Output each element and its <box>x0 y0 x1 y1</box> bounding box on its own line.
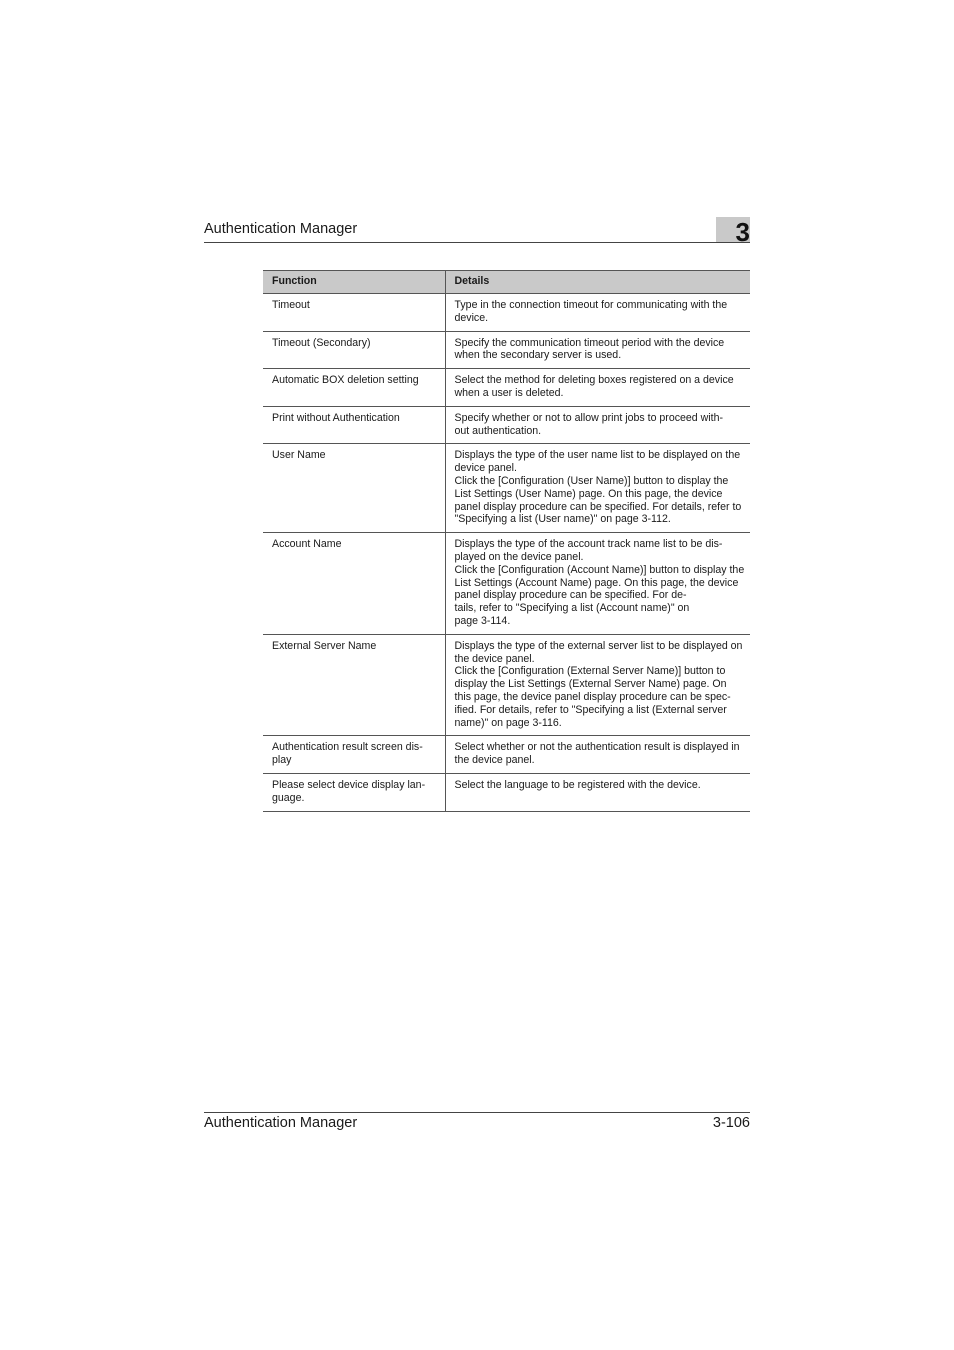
table-row <box>263 634 750 736</box>
chapter-tab <box>716 217 750 247</box>
table-row <box>263 533 750 635</box>
function-cell: Automatic BOX deletion setting <box>263 369 445 407</box>
table-row <box>263 294 750 332</box>
column-header-function: Function <box>263 271 445 294</box>
function-cell: Please select device display lan- guage. <box>263 773 445 811</box>
details-cell: Displays the type of the account track name list to be dis- played on the device panel. Click the [Configuration (Account Name)] button to display the List Settings (Account Name) page. On this page, the device panel display procedure can be specified. For de- tails, refer to "Specifying a list (Account name)" on page 3-114. <box>445 533 750 635</box>
footer-title: Authentication Manager <box>204 1115 358 1131</box>
details-cell: Select the method for deleting boxes registered on a device when a user is deleted. <box>445 369 750 407</box>
header-title: Authentication Manager <box>204 221 358 237</box>
function-details-table <box>263 270 750 812</box>
details-cell: Displays the type of the user name list to be displayed on the device panel. Click the [Configuration (User Name)] button to display the List Settings (User Name) page. On this page, the device panel display procedure can be specified. For details, refer to "Specifying a list (User name)" on page 3-112. <box>445 444 750 533</box>
table-row <box>263 331 750 369</box>
function-cell: Authentication result screen dis- play <box>263 736 445 774</box>
chapter-number: 3 <box>735 217 750 247</box>
function-cell: Timeout (Secondary) <box>263 331 445 369</box>
table-row <box>263 444 750 533</box>
details-cell: Specify the communication timeout period with the device when the secondary server is used. <box>445 331 750 369</box>
page-number: 3-106 <box>712 1115 750 1131</box>
header-divider <box>204 242 750 243</box>
details-cell: Select the language to be registered with the device. <box>445 773 750 811</box>
table-header-row <box>263 271 750 294</box>
details-cell: Displays the type of the external server list to be displayed on the device panel. Click the [Configuration (External Server Name)] button to display the List Settings (External Server Name) page. On this page, the device panel display procedure can be spec- ified. For details, refer to "Specifying a list (External server name)" on page 3-116. <box>445 634 750 736</box>
function-cell: Print without Authentication <box>263 406 445 444</box>
footer-divider <box>204 1112 750 1113</box>
details-cell: Select whether or not the authentication result is displayed in the device panel. <box>445 736 750 774</box>
table-row <box>263 736 750 774</box>
function-cell: Timeout <box>263 294 445 332</box>
table-row <box>263 773 750 811</box>
details-cell: Specify whether or not to allow print jobs to proceed with- out authentication. <box>445 406 750 444</box>
details-cell: Type in the connection timeout for communicating with the device. <box>445 294 750 332</box>
table-row <box>263 369 750 407</box>
function-cell: User Name <box>263 444 445 533</box>
table-row <box>263 406 750 444</box>
function-cell: Account Name <box>263 533 445 635</box>
function-cell: External Server Name <box>263 634 445 736</box>
column-header-details: Details <box>445 271 750 294</box>
